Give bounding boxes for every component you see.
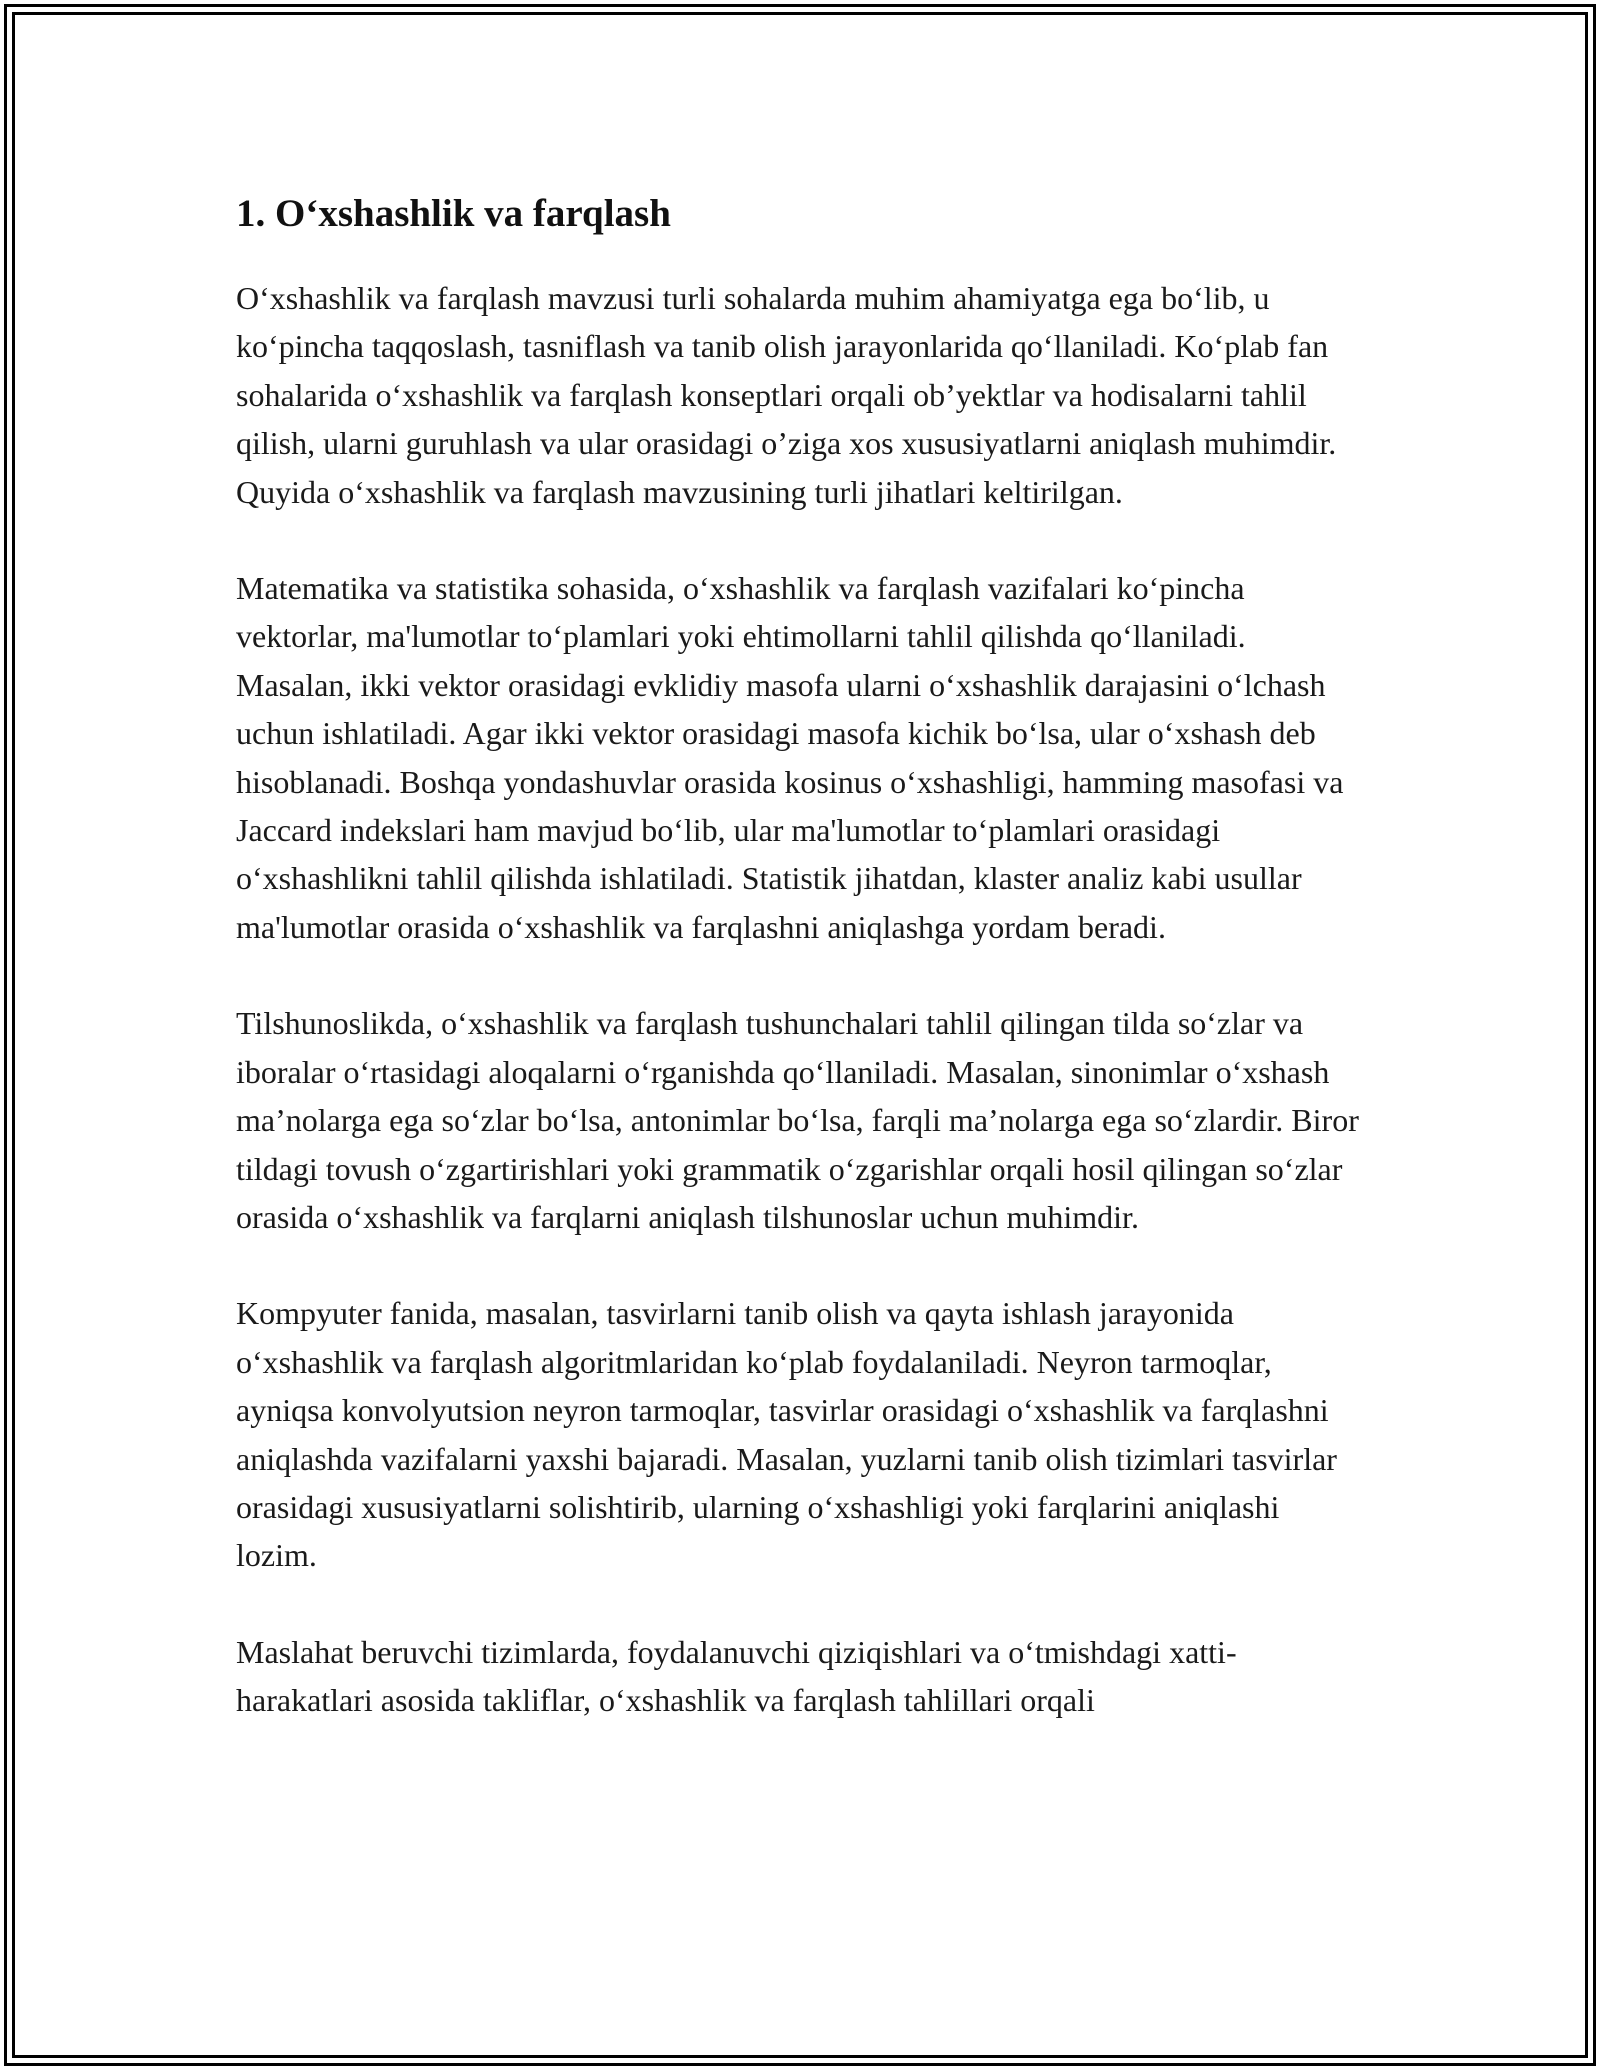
paragraph-recommender-systems: Maslahat beruvchi tizimlarda, foydalanuvchi qiziqishlari va o‘tmishdagi xatti-harakatlari asosida takliflar, o‘xshashlik va farqlash tahlillari orqali [236,1633,1237,1719]
paragraph-intro: O‘xshashlik va farqlash mavzusi turli sohalarda muhim ahamiyatga ega bo‘lib, u ko‘pincha taqqoslash, tasniflash va tanib olish jarayonlarida qo‘llaniladi. Ko‘plab fan sohalarida o‘xshashlik va farqlash konseptlari orqali ob’yektlar va hodisalarni tahlil qilish, ularni guruhlash va ular orasidagi o’ziga xos xususiyatlarni aniqlash muhimdir. Quyida o‘xshashlik va farqlash mavzusining turli jihatlari keltirilgan. [236,280,1337,510]
document-body [236,186,1366,1773]
section-heading: 1. O‘xshashlik va farqlash [236,192,671,235]
paragraph-computer-science: Kompyuter fanida, masalan, tasvirlarni tanib olish va qayta ishlash jarayonida o‘xshashlik va farqlash algoritmlaridan ko‘plab foydalaniladi. Neyron tarmoqlar, ayniqsa konvolyutsion neyron tarmoqlar, tasvirlar orasidagi o‘xshashlik va farqlashni aniqlashda vazifalarni yaxshi bajaradi. Masalan, yuzlarni tanib olish tizimlari tasvirlar orasidagi xususiyatlarni solishtirib, ularning o‘xshashligi yoki farqlarini aniqlashi lozim. [236,1295,1337,1574]
paragraph-linguistics: Tilshunoslikda, o‘xshashlik va farqlash tushunchalari tahlil qilingan tilda so‘zlar va iboralar o‘rtasidagi aloqalarni o‘rganishda qo‘llaniladi. Masalan, sinonimlar o‘xshash ma’nolarga ega so‘zlar bo‘lsa, antonimlar bo‘lsa, farqli ma’nolarga ega so‘zlardir. Biror tildagi tovush o‘zgartirishlari yoki grammatik o‘zgarishlar orqali hosil qilingan so‘zlar orasida o‘xshashlik va farqlarni aniqlash tilshunoslar uchun muhimdir. [236,1005,1359,1235]
paragraph-mathematics: Matematika va statistika sohasida, o‘xshashlik va farqlash vazifalari ko‘pincha vektorlar, ma'lumotlar to‘plamlari yoki ehtimollarni tahlil qilishda qo‘llaniladi. Masalan, ikki vektor orasidagi evklidiy masofa ularni o‘xshashlik darajasini o‘lchash uchun ishlatiladi. Agar ikki vektor orasidagi masofa kichik bo‘lsa, ular o‘xshash deb hisoblanadi. Boshqa yondashuvlar orasida kosinus o‘xshashligi, hamming masofasi va Jaccard indekslari ham mavjud bo‘lib, ular ma'lumotlar to‘plamlari orasidagi o‘xshashlikni tahlil qilishda ishlatiladi. Statistik jihatdan, klaster analiz kabi usullar ma'lumotlar orasida o‘xshashlik va farqlashni aniqlashga yordam beradi. [236,570,1344,945]
